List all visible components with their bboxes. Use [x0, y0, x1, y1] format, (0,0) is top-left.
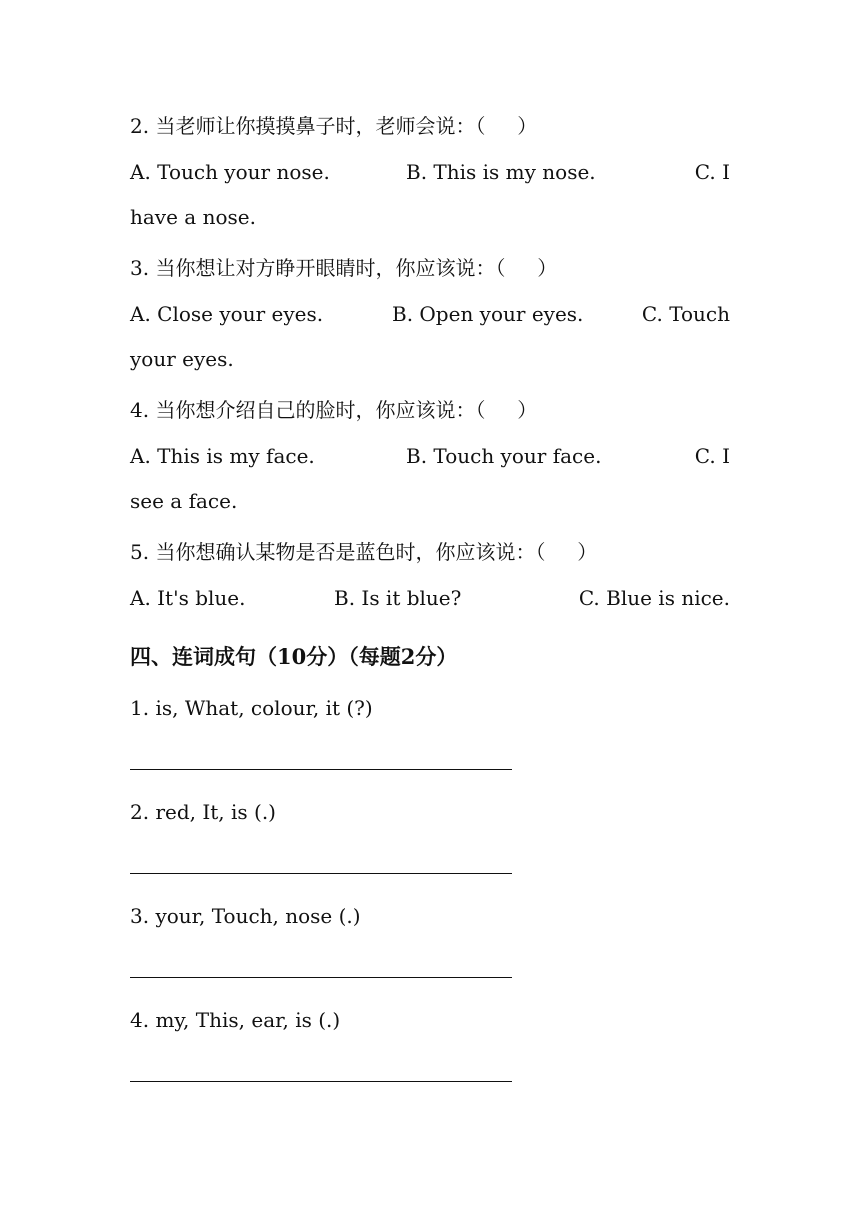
- question-4-stem: 4. 当你想介绍自己的脸时，你应该说：（ ）: [130, 398, 538, 422]
- answer-line-2[interactable]: [130, 873, 512, 874]
- question-4-option-b: B. Touch your face.: [406, 444, 602, 468]
- question-3-option-b: B. Open your eyes.: [392, 302, 584, 326]
- question-5-option-a: A. It's blue.: [130, 586, 246, 610]
- question-2-option-c: C. I: [694, 160, 730, 184]
- sentence-item-4: 4. my, This, ear, is (.): [130, 1008, 341, 1032]
- question-3-option-c-continued: your eyes.: [130, 347, 234, 371]
- answer-line-4[interactable]: [130, 1081, 512, 1082]
- question-5-stem: 5. 当你想确认某物是否是蓝色时，你应该说：（ ）: [130, 540, 598, 564]
- question-4-option-a: A. This is my face.: [130, 444, 315, 468]
- question-2-option-c-continued: have a nose.: [130, 205, 256, 229]
- question-5-option-b: B. Is it blue?: [334, 586, 462, 610]
- sentence-item-2: 2. red, It, is (.): [130, 800, 276, 824]
- answer-line-3[interactable]: [130, 977, 512, 978]
- question-5-option-c: C. Blue is nice.: [578, 586, 730, 610]
- question-4-option-c-continued: see a face.: [130, 489, 238, 513]
- question-2-stem: 2. 当老师让你摸摸鼻子时，老师会说：（ ）: [130, 114, 538, 138]
- sentence-item-3: 3. your, Touch, nose (.): [130, 904, 361, 928]
- question-4-option-c: C. I: [694, 444, 730, 468]
- question-3-stem: 3. 当你想让对方睁开眼睛时，你应该说：（ ）: [130, 256, 558, 280]
- section-4-heading: 四、连词成句（10分）（每题2分）: [130, 644, 458, 669]
- answer-line-1[interactable]: [130, 769, 512, 770]
- question-2-option-a: A. Touch your nose.: [130, 160, 330, 184]
- sentence-item-1: 1. is, What, colour, it (?): [130, 696, 373, 720]
- question-3-option-c: C. Touch: [641, 302, 730, 326]
- question-2-option-b: B. This is my nose.: [406, 160, 596, 184]
- question-3-option-a: A. Close your eyes.: [130, 302, 324, 326]
